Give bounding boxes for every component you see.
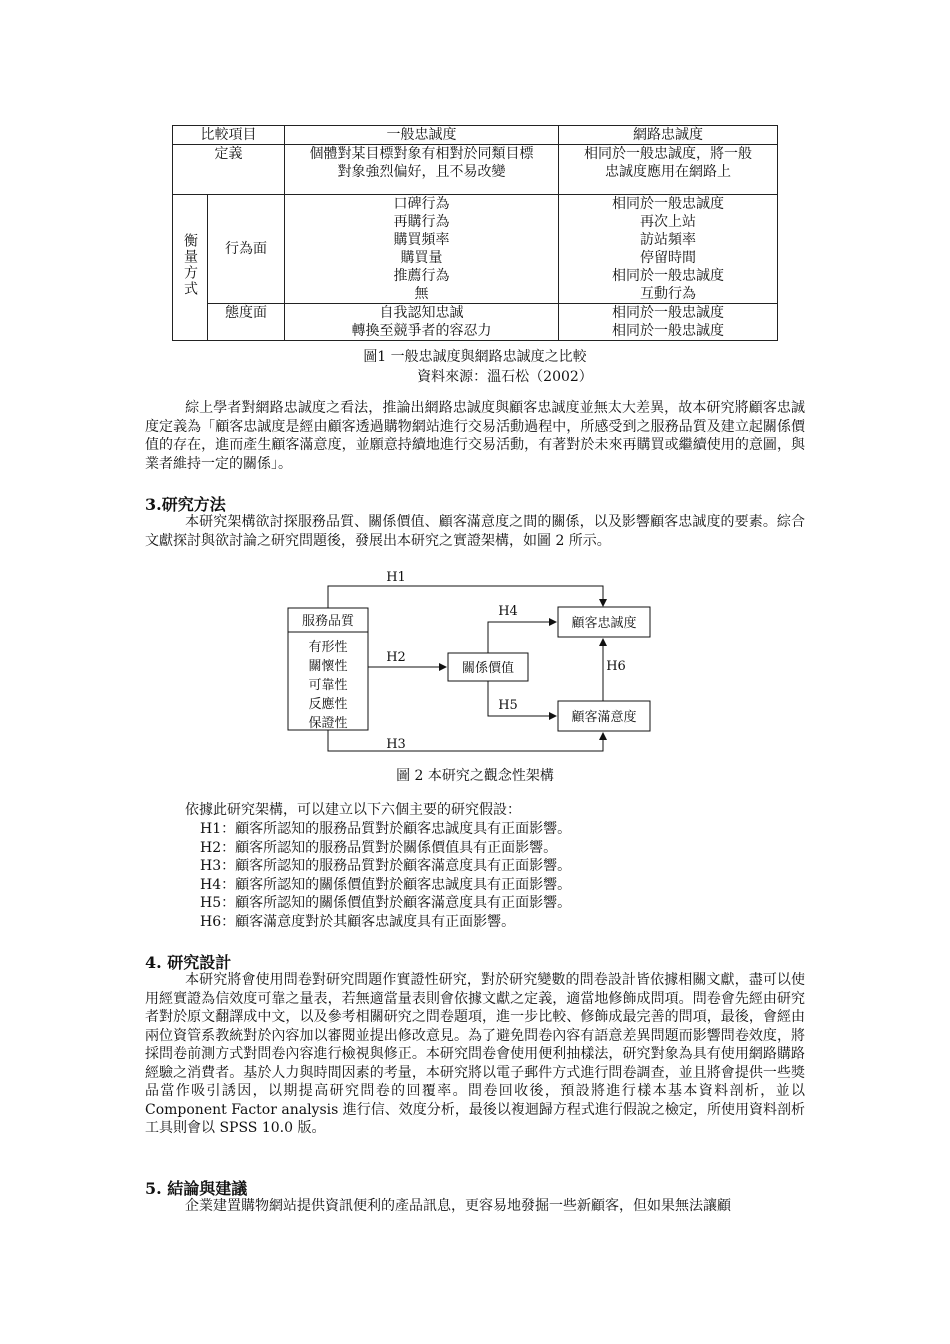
h1-arrow — [328, 586, 603, 608]
h4-arrow — [488, 622, 556, 653]
table-row-definition — [173, 145, 778, 195]
attitude-general-line: 自我認知忠誠 — [379, 305, 464, 321]
h1-label: H1 — [386, 570, 406, 585]
dimension-responsiveness: 反應性 — [308, 697, 348, 712]
behavior-online-line: 相同於一般忠誠度 — [612, 196, 724, 212]
dimension-empathy: 關懷性 — [308, 659, 348, 674]
definition-online-line: 忠誠度應用在網路上 — [605, 164, 731, 180]
hypothesis-item: H5：顧客所認知的關係價值對於顧客滿意度具有正面影響。 — [200, 895, 572, 911]
behavior-online-line: 互動行為 — [640, 286, 696, 302]
diagram-caption: 圖 2 本研究之觀念性架構 — [396, 768, 554, 784]
definition-general-line: 對象強烈偏好，且不易改變 — [337, 164, 506, 180]
hypothesis-item: H1：顧客所認知的服務品質對於顧客忠誠度具有正面影響。 — [200, 821, 572, 837]
attitude-online-line: 相同於一般忠誠度 — [612, 323, 724, 339]
h2-label: H2 — [386, 650, 406, 665]
section4-text: 本研究將會使用問卷對研究問題作實證性研究，對於研究變數的問卷設計皆依據相關文獻，盡可以使用經實證為信效度可靠之量表，若無適當量表則會依據文獻之定義，適當地修飾成問項。問卷會先經由研究者對於原文翻譯成中文，以及參考相關研究之問卷題項，進一步比較、修飾成最完善的問項，最後，會經由兩位資管系教統對於內容加以審閱並提出修改意見。為了避免問卷內容有語意差異問題而影響問卷效度，將採問卷前測方式對問卷內容進行檢視與修正。本研究問卷會使用便利抽樣法，研究對象為具有使用網路購路經驗之消費者。基於人力與時間因素的考量，本研究將以電子郵件方式進行問卷調查，並且將會提供一些獎品當作吸引誘因，以期提高研究問卷的回覆率。問卷回收後，預設將進行樣本基本資料剖析，並以 Component Factor analysis 進行信、效度分析，最後以複迴歸方程式進行假說之檢定，所使用資料剖析工具則會以 SPSS 10.0 版。 — [145, 972, 805, 1136]
hypotheses-list — [200, 820, 571, 931]
hypothesis-item: H3：顧客所認知的服務品質對於顧客滿意度具有正面影響。 — [200, 858, 572, 874]
behavior-general-line: 購買量 — [400, 250, 443, 266]
attitude-general-line: 轉換至競爭者的容忍力 — [351, 323, 492, 339]
dimension-assurance: 保證性 — [308, 716, 348, 731]
table-row-behavior — [173, 195, 778, 304]
behavior-general-line: 推薦行為 — [393, 268, 450, 284]
behavior-general-line: 購買頻率 — [393, 232, 450, 248]
definition-online-line: 相同於一般忠誠度，將一般 — [584, 146, 752, 162]
behavior-general — [285, 195, 559, 304]
attitude-online-line: 相同於一般忠誠度 — [612, 305, 724, 321]
header-item: 比較項目 — [173, 126, 285, 145]
header-online: 網路忠誠度 — [559, 126, 778, 145]
behavior-general-line: 口碑行為 — [393, 196, 450, 212]
attitude-label: 態度面 — [208, 304, 285, 341]
behavior-online — [559, 195, 778, 304]
attitude-online — [559, 304, 778, 341]
satisfaction-label: 顧客滿意度 — [571, 710, 637, 725]
behavior-online-line: 訪站頻率 — [640, 232, 696, 248]
dimension-reliability: 可靠性 — [308, 678, 348, 693]
behavior-online-line: 相同於一般忠誠度 — [612, 268, 724, 284]
measure-label-cell — [173, 195, 208, 341]
table-caption: 圖1 一般忠誠度與網路忠誠度之比較 — [363, 349, 587, 365]
table-source: 資料來源：溫石松（2002） — [417, 369, 593, 385]
section5-paragraph — [145, 1197, 805, 1216]
loyalty-label: 顧客忠誠度 — [571, 616, 637, 631]
summary-paragraph — [145, 399, 805, 473]
section5-heading: 5. 結論與建議 — [145, 1179, 248, 1198]
section4-paragraph — [145, 971, 805, 1138]
relationship-value-label: 關係價值 — [461, 661, 515, 676]
service-quality-label: 服務品質 — [301, 614, 355, 629]
attitude-general — [285, 304, 559, 341]
section5-text: 企業建置購物網站提供資訊便利的產品訊息，更容易地發掘一些新顧客，但如果無法讓顧 — [185, 1198, 731, 1214]
hypotheses-intro: 依據此研究架構，可以建立以下六個主要的研究假設： — [185, 802, 521, 818]
section3-paragraph — [145, 513, 805, 550]
h3-arrow — [328, 730, 603, 751]
measure-label: 衡量方式 — [182, 233, 198, 297]
table-row-attitude — [173, 304, 778, 341]
header-general: 一般忠誠度 — [285, 126, 559, 145]
behavior-online-line: 停留時間 — [640, 250, 696, 266]
summary-text: 綜上學者對網路忠誠度之看法，推論出網路忠誠度與顧客忠誠度並無太大差異，故本研究將顧客忠誠度定義為「顧客忠誠度是經由顧客透過購物網站進行交易活動過程中，所感受到之服務品質及建立起關係價值的存在，進而產生顧客滿意度，並願意持續地進行交易活動，有著對於未來再購買或繼續使用的意圖，與業者維持一定的關係」。 — [145, 400, 805, 472]
section4-heading: 4. 研究設計 — [145, 953, 232, 972]
h3-label: H3 — [386, 737, 406, 752]
h4-label: H4 — [498, 604, 518, 619]
section3-heading: 3.研究方法 — [145, 495, 226, 514]
definition-online — [559, 145, 778, 195]
behavior-general-line: 再購行為 — [393, 214, 450, 230]
h6-label: H6 — [606, 659, 626, 674]
definition-general-line: 個體對某目標對象有相對於同類目標 — [309, 146, 534, 162]
behavior-label: 行為面 — [208, 195, 285, 304]
behavior-general-line: 無 — [414, 286, 429, 302]
dimension-tangibles: 有形性 — [308, 640, 348, 655]
table-header-row — [173, 126, 778, 145]
definition-general — [285, 145, 559, 195]
behavior-online-line: 再次上站 — [640, 214, 696, 230]
hypothesis-item: H4：顧客所認知的關係價值對於顧客忠誠度具有正面影響。 — [200, 876, 572, 893]
definition-label: 定義 — [173, 145, 285, 195]
section3-text: 本研究架構欲討探服務品質、關係價值、顧客滿意度之間的關係，以及影響顧客忠誠度的要素。綜合文獻探討與欲討論之研究問題後，發展出本研究之實證架構，如圖 2 所示。 — [145, 514, 805, 549]
hypothesis-item: H2：顧客所認知的服務品質對於關係價值具有正面影響。 — [200, 839, 558, 856]
framework-diagram — [280, 565, 660, 795]
h5-label: H5 — [498, 698, 518, 713]
comparison-table — [172, 125, 778, 341]
hypothesis-item: H6：顧客滿意度對於其顧客忠誠度具有正面影響。 — [200, 913, 516, 930]
